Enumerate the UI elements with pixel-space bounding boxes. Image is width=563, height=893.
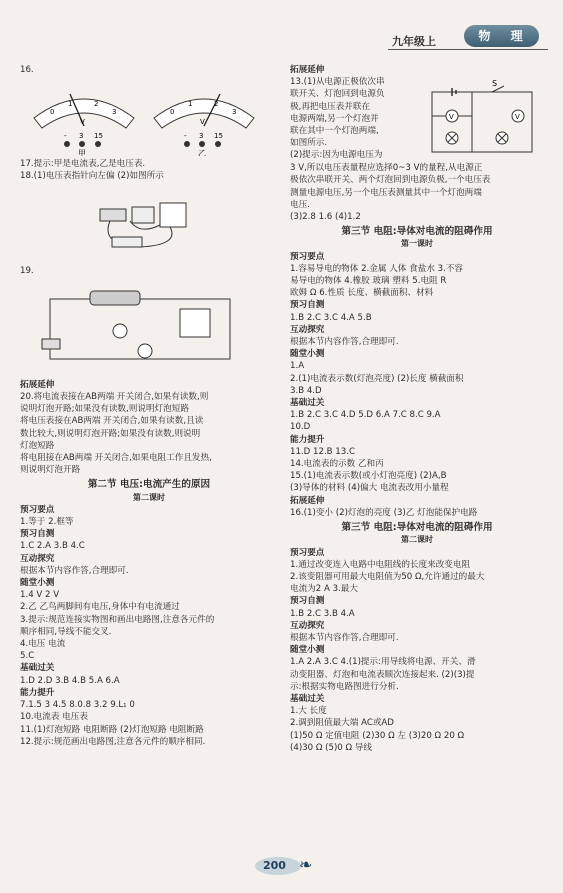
subject-badge: 物 理 — [464, 25, 539, 47]
answer-line: 10.D — [290, 422, 311, 433]
q13-line: 13.(1)从电源正极依次串 — [290, 77, 385, 88]
right-column — [290, 64, 544, 754]
answer-line: 1.A — [290, 361, 305, 372]
heading: 预习自测 — [290, 596, 325, 607]
q19-label: 19. — [20, 265, 34, 276]
q20-line: 将电阻接在AB两端 开关闭合,如果电阻工作且发热, — [20, 453, 212, 464]
heading: 随堂小测 — [290, 349, 325, 360]
q13-line: 电源两端,另一个灯泡并 — [290, 113, 379, 124]
answer-line: 1.等于 2.框等 — [20, 517, 74, 528]
extension-heading: 拓展延伸 — [290, 65, 325, 75]
answer-line: 3.B 4.D — [290, 385, 322, 396]
left-column — [20, 64, 278, 748]
tick-label: 1 — [188, 100, 193, 109]
heading: 预习自测 — [290, 300, 325, 311]
grade-label: 九年级上 — [392, 35, 436, 48]
heading: 预习要点 — [20, 504, 55, 515]
page-number-text: 200 — [263, 859, 286, 872]
answer-line: (3)导体的材料 (4)偏大 电流表改用小量程 — [290, 483, 449, 494]
q13-line: 如图所示. — [290, 138, 328, 149]
answer-line: 12.提示:规范画出电路图,注意各元件的顺序相同. — [20, 736, 206, 747]
heading: 能力提升 — [20, 687, 55, 698]
answer-line: 1.C 2.A 3.B 4.C — [20, 541, 85, 552]
q20-line: 说明灯泡开路;如果没有读数,则说明灯泡短路 — [20, 404, 189, 415]
q20-line: 则说明灯泡开路 — [20, 465, 81, 476]
meter-caption: 乙 — [198, 149, 206, 157]
q13-line: 3 V,所以电压表量程应选择0~3 V的量程,从电源正 — [290, 163, 483, 174]
heading: 预习要点 — [290, 547, 325, 558]
heading: 基础过关 — [20, 663, 55, 674]
section-title: 第三节 电阻:导体对电流的阻碍作用 — [341, 226, 493, 238]
answer-line: (4)30 Ω (5)0 Ω 导线 — [290, 742, 372, 753]
unit-label: V — [80, 118, 85, 127]
tick-label: 3 — [232, 108, 237, 117]
q13-line: (2)提示:因为电源电压为 — [290, 150, 383, 161]
answer-line: 3.提示:规范连接实物图和画出电路图,注意各元件的 — [20, 614, 215, 625]
tick-label: 1 — [68, 100, 73, 109]
svg-text:V: V — [449, 113, 454, 122]
terminal-label: 3 — [79, 132, 84, 141]
q13-line: 联在其中一个灯泡两端, — [290, 126, 379, 137]
answer-line: 根据本节内容作答,合理即可. — [290, 337, 399, 348]
heading: 基础过关 — [290, 693, 325, 704]
q13-block — [290, 76, 544, 162]
q20-line: 灯泡短路 — [20, 440, 55, 451]
answer-line: (1)50 Ω 定值电阻 (2)30 Ω 左 (3)20 Ω 20 Ω — [290, 730, 465, 741]
meter-caption: 甲 — [78, 149, 86, 157]
heading: 预习自测 — [20, 529, 55, 540]
section-title: 第三节 电阻:导体对电流的阻碍作用 — [341, 522, 493, 534]
tick-label: 0 — [50, 108, 55, 117]
answer-line: 10.电流表 电压表 — [20, 712, 88, 723]
header-rule — [388, 49, 548, 50]
unit-label: V — [200, 118, 205, 127]
answer-line: 1.B 2.C 3.B 4.A — [290, 608, 355, 619]
heading: 拓展延伸 — [290, 495, 325, 506]
answer-line: 1.大 长度 — [290, 706, 327, 717]
answer-line: 2.调到阻值最大端 AC或AD — [290, 718, 394, 729]
section-title: 第二节 电压:电流产生的原因 — [87, 479, 211, 491]
terminal-label: 3 — [199, 132, 204, 141]
terminal-label: 15 — [214, 132, 223, 141]
q13-circuit-diagram — [422, 76, 544, 162]
section-subtitle: 第二课时 — [401, 535, 433, 545]
tick-label: 3 — [112, 108, 117, 117]
page-header — [0, 0, 563, 58]
heading: 随堂小测 — [20, 578, 55, 589]
heading: 随堂小测 — [290, 645, 325, 656]
voltmeter-diagram — [20, 78, 278, 156]
terminal-label: - — [64, 132, 67, 141]
answer-line: 15.(1)电流表示数(或小灯泡亮度) (2)A,B — [290, 471, 447, 482]
answer-line: 1.通过改变连入电路中电阻线的长度来改变电阻 — [290, 559, 471, 570]
meter-right — [154, 94, 254, 156]
answer-line: 2.乙 乙鸟两脚间有电压,身体中有电流通过 — [20, 602, 180, 613]
answer-line: 电流为2 A 3.最大 — [290, 584, 358, 595]
q17-line: 17.提示:甲是电流表,乙是电压表. — [20, 159, 146, 170]
answer-line: 1.A 2.A 3.C 4.(1)提示:用导线将电源、开关、滑 — [290, 657, 476, 668]
heading: 互动探究 — [20, 553, 55, 564]
heading: 能力提升 — [290, 434, 325, 445]
answer-line: 1.B 2.C 3.C 4.D 5.D 6.A 7.C 8.C 9.A — [290, 410, 441, 421]
answer-line: 易导电的物体 4.橡胶 玻璃 塑料 5.电阻 R — [290, 276, 447, 287]
answer-line: 根据本节内容作答,合理即可. — [20, 565, 129, 576]
q20-line: 20.将电流表接在AB两端 开关闭合,如果有读数,则 — [20, 392, 209, 403]
q19-circuit — [20, 279, 278, 377]
answer-line: 1.B 2.C 3.C 4.A 5.B — [290, 312, 372, 323]
answer-line: 欧姆 Ω 6.性质 长度、横截面积、材料 — [290, 288, 434, 299]
q13-line: 测量电源电压,另一个电压表测量其中一个灯泡两端 — [290, 187, 482, 198]
answer-line: 7.1.5 3 4.5 8.0.8 3.2 9.L₁ 0 — [20, 700, 135, 711]
q13-line: (3)2.8 1.6 (4)1.2 — [290, 212, 361, 223]
q18-line: 18.(1)电压表指针向左偏 (2)如图所示 — [20, 171, 164, 182]
q13-line: 极依次串联开关、两个灯泡回到电源负极,一个电压表 — [290, 175, 491, 186]
heading: 预习要点 — [290, 251, 325, 262]
swirl-icon: ❧ — [299, 855, 313, 874]
switch-label: S — [492, 79, 498, 89]
q16-meters-figure — [20, 78, 278, 156]
q16-label: 16. — [20, 65, 34, 75]
tick-label: 2 — [94, 100, 99, 109]
extension-heading: 拓展延伸 — [20, 379, 55, 390]
answer-line: 4.电压 电流 — [20, 639, 66, 650]
answer-line: 根据本节内容作答,合理即可. — [290, 632, 399, 643]
heading: 互动探究 — [290, 620, 325, 631]
heading: 基础过关 — [290, 398, 325, 409]
terminal-label: - — [184, 132, 187, 141]
q20-line: 将电压表接在AB两端 开关闭合,如果有读数,且读 — [20, 416, 204, 427]
q18-circuit-figure — [20, 185, 278, 263]
circuit-sketch — [20, 185, 278, 263]
answer-line: 11.(1)灯泡短路 电阻断路 (2)灯泡短路 电阻断路 — [20, 724, 204, 735]
tick-label: 2 — [214, 100, 219, 109]
q13-line: 极,再把电压表并联在 — [290, 101, 371, 112]
answer-line: 顺序相同,导线不能交叉. — [20, 626, 112, 637]
answer-line: 动变阻器、灯泡和电流表顺次连接起来. (2)(3)提 — [290, 669, 475, 680]
answer-line: 1.4 V 2 V — [20, 590, 60, 601]
heading: 互动探究 — [290, 324, 325, 335]
section-subtitle: 第二课时 — [133, 492, 165, 502]
answer-line: 1.容易导电的物体 2.金属 人体 食盐水 3.不容 — [290, 263, 464, 274]
meter-left — [34, 94, 134, 156]
svg-text:V: V — [515, 113, 520, 122]
answer-line: 1.D 2.D 3.B 4.B 5.A 6.A — [20, 675, 120, 686]
answer-line: 11.D 12.B 13.C — [290, 446, 355, 457]
answer-line: 2.该变阻器可用最大电阻值为50 Ω,允许通过的最大 — [290, 571, 485, 582]
answer-line: 14.电流表的示数 乙和丙 — [290, 459, 384, 470]
q19-circuit-figure — [20, 279, 278, 377]
tick-label: 0 — [170, 108, 175, 117]
answer-line: 示:根据实物电路图进行分析. — [290, 681, 399, 692]
page-number — [255, 855, 325, 877]
terminal-label: 15 — [94, 132, 103, 141]
q13-line: 电压. — [290, 199, 310, 210]
answer-line: 2.(1)电流表示数(灯泡亮度) (2)长度 横截面积 — [290, 373, 464, 384]
answer-line: 16.(1)变小 (2)灯泡的亮度 (3)乙 灯泡能保护电路 — [290, 507, 478, 518]
q20-line: 数比较大,则说明灯泡开路;如果没有读数,则说明 — [20, 428, 201, 439]
q13-line: 联开关、灯泡回到电源负 — [290, 89, 385, 100]
answer-line: 5.C — [20, 651, 35, 662]
section-subtitle: 第一课时 — [401, 239, 433, 249]
